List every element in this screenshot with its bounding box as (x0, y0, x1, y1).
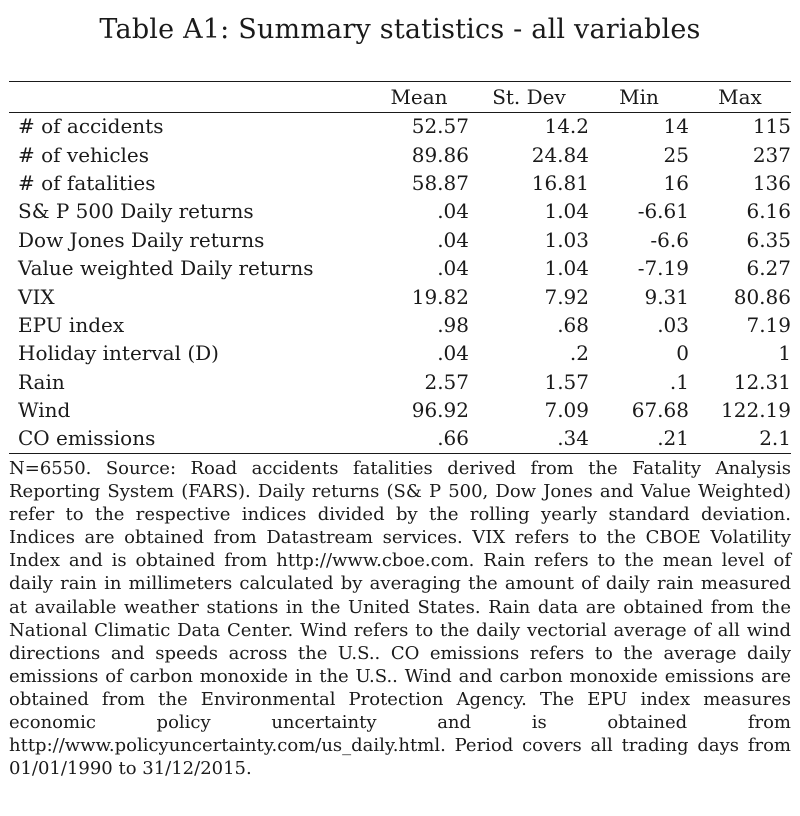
cell-min: .1 (669, 369, 689, 394)
cell-mean: .04 (437, 227, 469, 252)
cell-st-dev: .34 (557, 426, 589, 451)
bottom-rule (9, 453, 791, 454)
cell-min: 9.31 (644, 284, 689, 309)
table-row (9, 424, 791, 452)
cell-st-dev: 14.2 (544, 114, 589, 139)
cell-min: -7.19 (637, 256, 689, 281)
table-row (9, 226, 791, 254)
table-body (9, 112, 791, 453)
cell-mean: 2.57 (424, 369, 469, 394)
cell-st-dev: 1.03 (544, 227, 589, 252)
cell-st-dev: 1.57 (544, 369, 589, 394)
column-header-st-dev: St. Dev (492, 85, 566, 109)
cell-min: 25 (663, 142, 689, 167)
summary-statistics-table (9, 82, 791, 453)
column-header-min: Min (619, 85, 659, 109)
table-row (9, 339, 791, 367)
row-label: # of vehicles (18, 142, 150, 167)
table-row (9, 112, 791, 140)
cell-min: -6.61 (637, 199, 689, 224)
row-label: EPU index (18, 312, 125, 337)
cell-mean: .04 (437, 256, 469, 281)
row-label: # of fatalities (18, 170, 156, 195)
row-label: S& P 500 Daily returns (18, 199, 254, 224)
cell-max: 122.19 (721, 398, 791, 423)
row-label: Wind (18, 398, 71, 423)
table-header (9, 82, 791, 112)
table-row (9, 396, 791, 424)
cell-min: 0 (676, 341, 689, 366)
cell-max: 80.86 (733, 284, 791, 309)
table-row (9, 368, 791, 396)
table-row (9, 169, 791, 197)
table-row (9, 197, 791, 225)
cell-min: -6.6 (650, 227, 689, 252)
cell-max: 6.16 (746, 199, 791, 224)
cell-min: 16 (663, 170, 689, 195)
cell-max: 7.19 (746, 312, 791, 337)
row-label: Holiday interval (D) (18, 341, 219, 366)
cell-max: 12.31 (733, 369, 791, 394)
cell-max: 2.1 (759, 426, 791, 451)
cell-st-dev: 7.92 (544, 284, 589, 309)
cell-st-dev: .68 (557, 312, 589, 337)
table-row (9, 140, 791, 168)
cell-st-dev: 16.81 (531, 170, 589, 195)
row-label: VIX (18, 284, 55, 309)
cell-max: 115 (752, 114, 791, 139)
cell-mean: 52.57 (411, 114, 469, 139)
header-row (9, 82, 791, 112)
cell-mean: 58.87 (411, 170, 469, 195)
table-note: N=6550. Source: Road accidents fatalities derived from the Fatality Analysis Reporting System (FARS). Daily returns (S& P 500, Dow Jones and Value Weighted) refer to the respective indices divided by the rolling yearly standard deviation. Indices are obtained from Datastream services. VIX refers to the CBOE Volatility Index and is obtained from http://www.cboe.com. Rain refers to the mean level of daily rain in millimeters calculated by averaging the amount of daily rain measured at available weather stations in the United States. Rain data are obtained from the National Climatic Data Center. Wind refers to the daily vectorial average of all wind directions and speeds across the U.S.. CO emissions refers to the average daily emissions of carbon monoxide in the U.S.. Wind and carbon monoxide emissions are obtained from the Environmental Protection Agency. The EPU index measures economic policy uncertainty and is obtained from http://www.policyuncertainty.com/us_daily.html. Period covers all trading days from 01/01/1990 to 31/12/2015. (9, 458, 791, 780)
cell-max: 237 (752, 142, 791, 167)
cell-mean: 19.82 (411, 284, 469, 309)
table-row (9, 282, 791, 310)
cell-st-dev: 1.04 (544, 199, 589, 224)
row-label: Rain (18, 369, 65, 394)
cell-max: 1 (778, 341, 791, 366)
cell-mean: .98 (437, 312, 469, 337)
cell-min: 14 (663, 114, 689, 139)
cell-st-dev: 7.09 (544, 398, 589, 423)
column-header-max: Max (718, 85, 762, 109)
row-label: Dow Jones Daily returns (18, 227, 265, 252)
cell-min: .21 (657, 426, 689, 451)
table-title: Table A1: Summary statistics - all variables (99, 14, 701, 45)
cell-mean: .04 (437, 199, 469, 224)
cell-max: 6.35 (746, 227, 791, 252)
column-header-mean: Mean (390, 85, 448, 109)
row-label: Value weighted Daily returns (18, 256, 314, 281)
cell-st-dev: 24.84 (531, 142, 589, 167)
cell-min: 67.68 (631, 398, 689, 423)
table-row (9, 311, 791, 339)
row-label: CO emissions (18, 426, 156, 451)
cell-mean: 89.86 (411, 142, 469, 167)
header-blank (9, 82, 369, 112)
cell-max: 136 (752, 170, 791, 195)
cell-max: 6.27 (746, 256, 791, 281)
table-row (9, 254, 791, 282)
row-label: # of accidents (18, 114, 164, 139)
cell-mean: .04 (437, 341, 469, 366)
cell-mean: .66 (437, 426, 469, 451)
cell-min: .03 (657, 312, 689, 337)
cell-mean: 96.92 (411, 398, 469, 423)
cell-st-dev: 1.04 (544, 256, 589, 281)
cell-st-dev: .2 (569, 341, 589, 366)
